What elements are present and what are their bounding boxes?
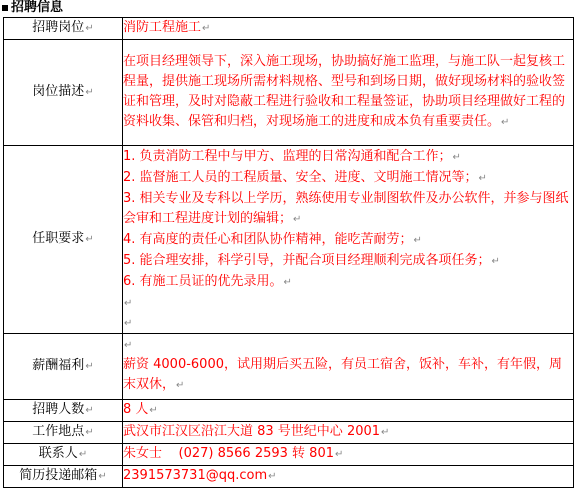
contact-value: 朱女士 (027) 8566 2593 转 801: [123, 446, 334, 461]
requirement-item: 1. 负责消防工程中与甲方、监理的日常沟通和配合工作；↵: [123, 149, 461, 164]
label-cell: 工作地点↵: [4, 422, 123, 444]
value-cell: [123, 146, 574, 334]
document-heading: 招聘信息: [2, 0, 63, 16]
label-cell: 薪酬福利↵: [4, 334, 123, 400]
row-requirements: [4, 146, 574, 334]
row-email: [4, 466, 574, 488]
value-cell: 武汉市江汉区沿江大道 83 号世纪中心 2001↵: [123, 422, 574, 444]
empty-paragraph: ↵: [124, 318, 133, 329]
value-cell: 2391573731@qq.com↵: [123, 466, 574, 488]
empty-paragraph: ↵: [124, 340, 133, 351]
description-value: 在项目经理领导下，深入施工现场，协助搞好施工监理，与施工队一起复核工程量，提供施工现场所需材料规格、型号和到场日期，做好现场材料的验收签证和管理，及时对隐蔽工程进行验收和工程量签证，协助项目经理做好工程的资料收集、保管和归档，对现场施工的进度和成本负有重要责任。: [123, 54, 566, 129]
row-position: [4, 18, 574, 40]
requirement-item: 5. 能合理安排，科学引导，并配合项目经理顺利完成各项任务；↵: [123, 253, 500, 268]
label-cell: 岗位描述↵: [4, 40, 123, 146]
label-cell: 任职要求↵: [4, 146, 123, 334]
requirement-item: 4. 有高度的责任心和团队协作精神，能吃苦耐劳；↵: [123, 232, 422, 247]
label-cell: 招聘岗位↵: [4, 18, 123, 40]
bullet-marker-icon: [2, 5, 8, 11]
email-value: 2391573731@qq.com: [123, 468, 268, 483]
requirement-item: 2. 监督施工人员的工程质量、安全、进度、文明施工情况等；↵: [123, 170, 487, 185]
label-cell: 简历投递邮箱↵: [4, 466, 123, 488]
value-cell: 消防工程施工↵: [123, 18, 574, 40]
salary-value: 薪资 4000-6000，试用期后买五险，有员工宿舍，饭补，车补，有年假，周末双休，: [123, 357, 562, 392]
row-location: [4, 422, 574, 444]
row-salary: [4, 334, 574, 400]
row-headcount: [4, 400, 574, 422]
row-contact: [4, 444, 574, 466]
position-value: 消防工程施工: [123, 20, 202, 35]
empty-paragraph: ↵: [124, 298, 133, 309]
value-cell: ↵ 薪资 4000-6000，试用期后买五险，有员工宿舍，饭补，车补，有年假，周末双休，↵: [123, 334, 574, 400]
requirement-item: 6. 有施工员证的优先录用。↵: [123, 274, 292, 289]
label-cell: 招聘人数↵: [4, 400, 123, 422]
value-cell: 8 人↵: [123, 400, 574, 422]
location-value: 武汉市江汉区沿江大道 83 号世纪中心 2001: [123, 424, 381, 439]
value-cell: 朱女士 (027) 8566 2593 转 801↵: [123, 444, 574, 466]
recruitment-table: [3, 17, 574, 488]
headcount-value: 8 人: [123, 402, 149, 417]
requirement-item: 3. 相关专业及专科以上学历，熟练使用专业制图软件及办公软件，并参与图纸会审和工程进度计划的编辑；↵: [123, 191, 569, 226]
value-cell: 在项目经理领导下，深入施工现场，协助搞好施工监理，与施工队一起复核工程量，提供施工现场所需材料规格、型号和到场日期，做好现场材料的验收签证和管理，及时对隐蔽工程进行验收和工程量签证，协助项目经理做好工程的资料收集、保管和归档，对现场施工的进度和成本负有重要责任。↵: [123, 40, 574, 146]
label-cell: 联系人↵: [4, 444, 123, 466]
row-description: [4, 40, 574, 146]
